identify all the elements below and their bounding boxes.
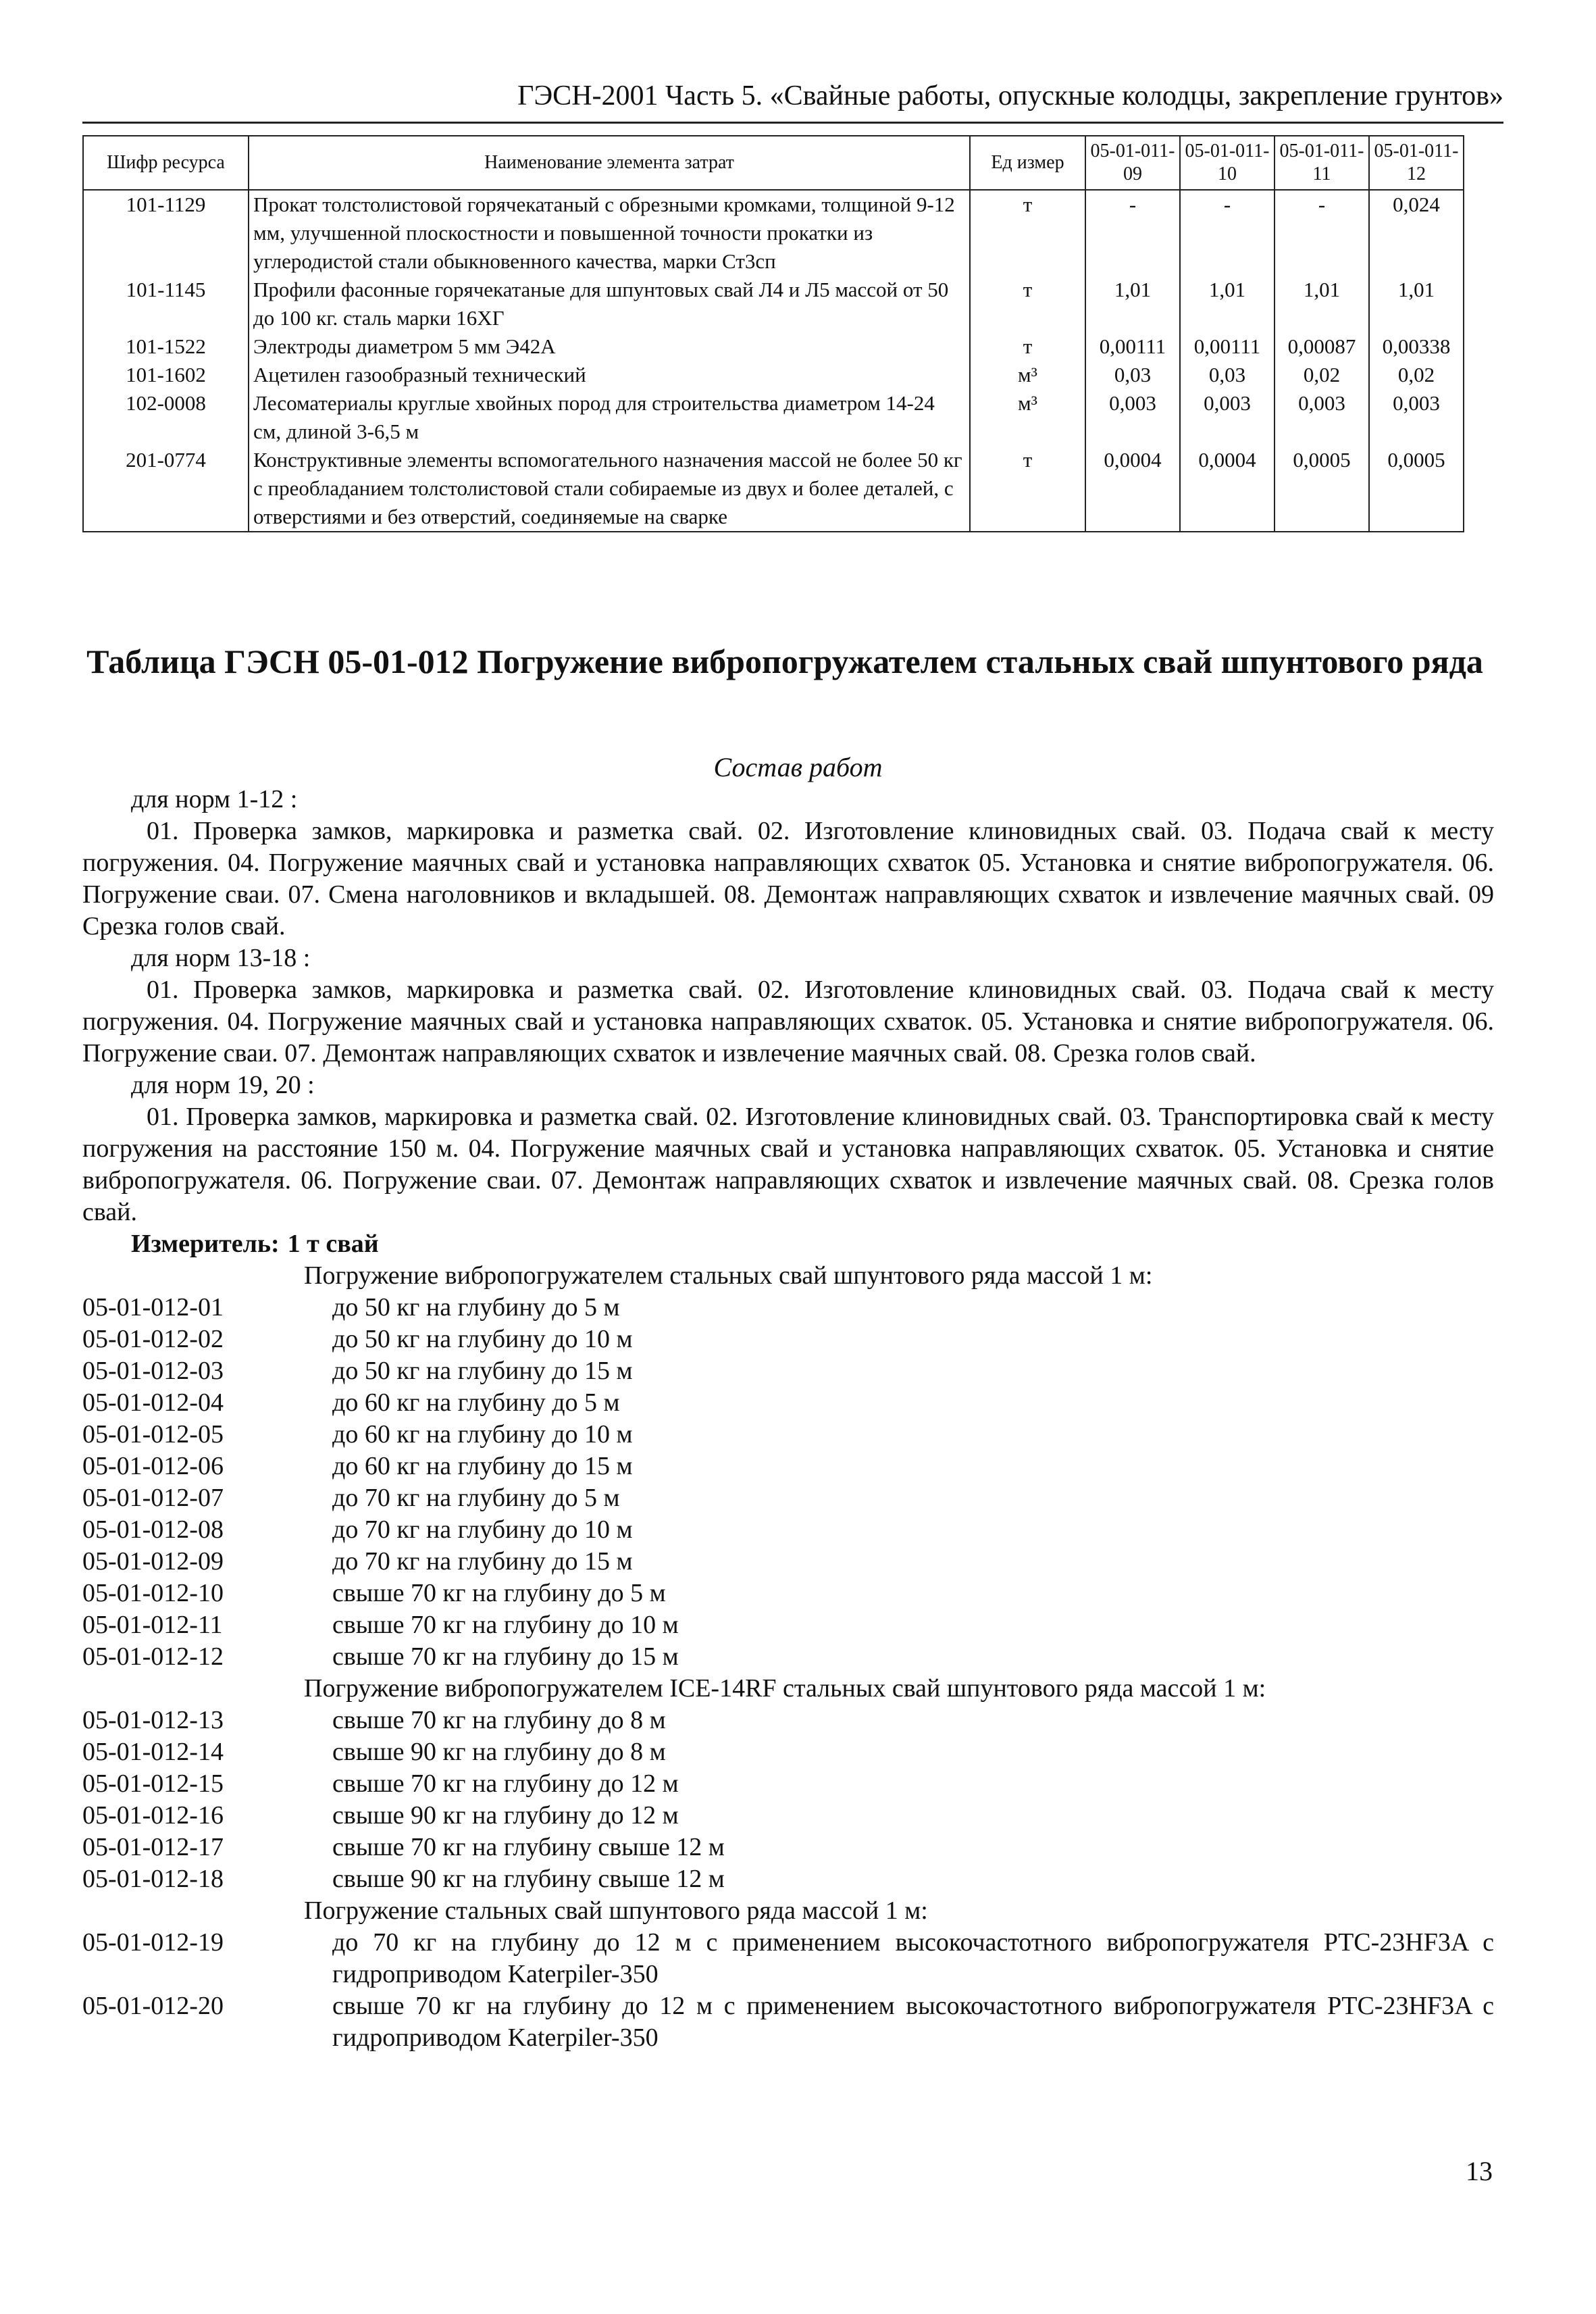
unit-cell: т [970,190,1085,276]
table-title: Таблица ГЭСН 05-01-012 Погружение вибропогружателем стальных свай шпунтового ряда [86,643,1483,680]
norm-code: 05-01-012-06 [82,1452,224,1480]
norm-group-heading: Погружение вибропогружателем стальных свай шпунтового ряда массой 1 м: [304,1261,1153,1290]
value-cell: 0,00111 [1180,332,1275,361]
value-cell: 0,0004 [1085,446,1180,532]
norm-description: свыше 70 кг на глубину до 5 м [332,1579,666,1607]
norm-item [82,1927,1494,1990]
norm-description: свыше 70 кг на глубину до 8 м [332,1706,666,1734]
norm-item [82,1768,1494,1800]
column-header-code: Шифр ресурса [83,136,249,190]
norm-code: 05-01-012-14 [82,1738,224,1766]
value-cell: 0,0005 [1275,446,1369,532]
norm-item [82,1419,1494,1451]
norm-item [82,1990,1494,2054]
norm-item [82,1863,1494,1895]
value-cell: - [1275,190,1369,276]
value-cell: 1,01 [1180,276,1275,332]
value-cell: 0,00338 [1369,332,1464,361]
value-cell: 0,02 [1275,361,1369,389]
norm-item [82,1609,1494,1641]
norm-item [82,1482,1494,1514]
norm-group-heading: Погружение вибропогружателем ICE-14RF стальных свай шпунтового ряда массой 1 м: [304,1674,1266,1703]
value-cell: 0,003 [1085,389,1180,446]
norm-description: свыше 90 кг на глубину свыше 12 м [332,1865,725,1893]
resource-code: 102-0008 [83,389,249,446]
unit-cell: т [970,446,1085,532]
norm-code: 05-01-012-19 [82,1928,224,1957]
norm-code: 05-01-012-07 [82,1484,224,1512]
table-row [83,190,1464,276]
norm-code: 05-01-012-05 [82,1420,224,1449]
norm-list [82,1260,1494,2054]
value-cell: 0,003 [1369,389,1464,446]
work-composition-text: 01. Проверка замков, маркировка и разметка свай. 02. Изготовление клиновидных свай. 03. Подача свай к месту погружения. 04. Погружение маячных свай и установка направляющих схваток. 05. Установка и снятие вибропогружателя. 06. Погружение сваи. 07. Демонтаж направляющих схваток и извлечение маячных свай. 08. Срезка голов свай. [82,976,1494,1067]
norm-range-label: для норм 13-18 : [131,944,311,972]
column-header-norm-10: 05-01-011-10 [1180,136,1275,190]
resource-name: Профили фасонные горячекатаные для шпунтовых свай Л4 и Л5 массой от 50 до 100 кг. сталь марки 16ХГ [249,276,970,332]
norm-code: 05-01-012-15 [82,1769,224,1798]
work-composition-heading: Состав работ [713,752,883,782]
running-header: ГЭСН-2001 Часть 5. «Свайные работы, опускные колодцы, закрепление грунтов» [517,80,1503,111]
norm-code: 05-01-012-02 [82,1325,224,1353]
norm-item [82,1832,1494,1863]
norm-description: свыше 70 кг на глубину свыше 12 м [332,1833,725,1861]
value-cell: 0,03 [1085,361,1180,389]
table-row [83,446,1464,532]
norm-item [82,1292,1494,1324]
norm-code: 05-01-012-17 [82,1833,224,1861]
norm-code: 05-01-012-09 [82,1547,224,1576]
norm-code: 05-01-012-13 [82,1706,224,1734]
value-cell: 0,00087 [1275,332,1369,361]
norm-description: свыше 70 кг на глубину до 12 м с применением высокочастотного вибропогружателя PTC-23HF3A с гидроприводом Katerpiler-350 [332,1992,1494,2052]
value-cell: - [1085,190,1180,276]
norm-item [82,1705,1494,1736]
resource-code: 101-1145 [83,276,249,332]
norm-description: свыше 70 кг на глубину до 10 м [332,1611,679,1639]
resource-code: 101-1602 [83,361,249,389]
norm-description: до 70 кг на глубину до 10 м [332,1515,633,1544]
table-header-row [83,136,1464,190]
norm-description: до 70 кг на глубину до 5 м [332,1484,620,1512]
norm-item [82,1387,1494,1419]
unit-cell: т [970,332,1085,361]
norm-code: 05-01-012-10 [82,1579,224,1607]
norm-description: свыше 70 кг на глубину до 12 м [332,1769,679,1798]
document-body [82,784,1494,2054]
value-cell: - [1180,190,1275,276]
norm-description: свыше 70 кг на глубину до 15 м [332,1642,679,1671]
norm-group-heading: Погружение стальных свай шпунтового ряда массой 1 м: [304,1896,928,1925]
resource-table [82,135,1464,532]
value-cell: 0,03 [1180,361,1275,389]
resource-code: 201-0774 [83,446,249,532]
norm-item [82,1355,1494,1387]
table-row [83,361,1464,389]
value-cell: 1,01 [1369,276,1464,332]
norm-description: до 60 кг на глубину до 5 м [332,1388,620,1417]
unit-cell: т [970,276,1085,332]
norm-code: 05-01-012-20 [82,1992,224,2020]
value-cell: 0,003 [1275,389,1369,446]
norm-code: 05-01-012-16 [82,1801,224,1830]
norm-code: 05-01-012-08 [82,1515,224,1544]
norm-item [82,1324,1494,1355]
column-header-norm-11: 05-01-011-11 [1275,136,1369,190]
norm-item [82,1451,1494,1482]
resource-name: Прокат толстолистовой горячекатаный с обрезными кромками, толщиной 9-12 мм, улучшенной плоскостности и повышенной точности прокатки из углеродистой стали обыкновенного качества, марки Ст3сп [249,190,970,276]
column-header-unit: Ед измер [970,136,1085,190]
norm-description: до 50 кг на глубину до 15 м [332,1357,633,1385]
norm-description: свыше 90 кг на глубину до 12 м [332,1801,679,1830]
unit-of-measure-label: Измеритель: [131,1230,280,1258]
norm-item [82,1578,1494,1609]
resource-code: 101-1522 [83,332,249,361]
resource-code: 101-1129 [83,190,249,276]
value-cell: 0,0005 [1369,446,1464,532]
work-composition-text: 01. Проверка замков, маркировка и разметка свай. 02. Изготовление клиновидных свай. 03. Подача свай к месту погружения. 04. Погружение маячных свай и установка направляющих схваток 05. Установка и снятие вибропогружателя. 06. Погружение сваи. 07. Смена наголовников и вкладышей. 08. Демонтаж направляющих схваток и извлечение маячных свай. 09 Срезка голов свай. [82,817,1494,940]
column-header-name: Наименование элемента затрат [249,136,970,190]
column-header-norm-09: 05-01-011-09 [1085,136,1180,190]
work-composition-text: 01. Проверка замков, маркировка и разметка свай. 02. Изготовление клиновидных свай. 03. Транспортировка свай к месту погружения на расстояние 150 м. 04. Погружение маячных свай и установка направляющих схваток. 05. Установка и снятие вибропогружателя. 06. Погружение сваи. 07. Демонтаж направляющих схваток и извлечение маячных свай. 08. Срезка голов свай. [82,1103,1494,1226]
resource-name: Конструктивные элементы вспомогательного назначения массой не более 50 кг с преобладанием толстолистовой стали собираемые из двух и более деталей, с отверстиями и без отверстий, соединяемые на сварке [249,446,970,532]
norm-description: до 50 кг на глубину до 10 м [332,1325,633,1353]
value-cell: 0,0004 [1180,446,1275,532]
resource-name: Электроды диаметром 5 мм Э42А [249,332,970,361]
norm-item [82,1514,1494,1546]
norm-code: 05-01-012-04 [82,1388,224,1417]
value-cell: 0,024 [1369,190,1464,276]
norm-description: до 70 кг на глубину до 12 м с применением высокочастотного вибропогружателя PTC-23HF3A с гидроприводом Katerpiler-350 [332,1928,1494,1988]
norm-description: до 70 кг на глубину до 15 м [332,1547,633,1576]
norm-description: до 50 кг на глубину до 5 м [332,1293,620,1322]
norm-range-label: для норм 19, 20 : [131,1071,315,1099]
norm-code: 05-01-012-11 [82,1611,223,1639]
value-cell: 0,02 [1369,361,1464,389]
value-cell: 0,00111 [1085,332,1180,361]
norm-item [82,1546,1494,1578]
norm-item [82,1736,1494,1768]
norm-code: 05-01-012-12 [82,1642,224,1671]
table-row [83,389,1464,446]
resource-name: Лесоматериалы круглые хвойных пород для строительства диаметром 14-24 см, длиной 3-6,5 м [249,389,970,446]
page-number: 13 [1466,2156,1493,2186]
header-rule [82,122,1503,124]
norm-description: до 60 кг на глубину до 15 м [332,1452,633,1480]
unit-cell: м³ [970,389,1085,446]
norm-item [82,1641,1494,1673]
norm-item [82,1800,1494,1832]
norm-code: 05-01-012-01 [82,1293,224,1322]
norm-code: 05-01-012-03 [82,1357,224,1385]
unit-of-measure [82,1228,1494,1260]
unit-cell: м³ [970,361,1085,389]
norm-range-label: для норм 1-12 : [131,785,298,813]
table-row [83,332,1464,361]
table-row [83,276,1464,332]
unit-of-measure-value: 1 т свай [287,1230,379,1258]
norm-description: до 60 кг на глубину до 10 м [332,1420,633,1449]
value-cell: 1,01 [1275,276,1369,332]
resource-name: Ацетилен газообразный технический [249,361,970,389]
norm-code: 05-01-012-18 [82,1865,224,1893]
value-cell: 0,003 [1180,389,1275,446]
column-header-norm-12: 05-01-011-12 [1369,136,1464,190]
value-cell: 1,01 [1085,276,1180,332]
norm-description: свыше 90 кг на глубину до 8 м [332,1738,666,1766]
